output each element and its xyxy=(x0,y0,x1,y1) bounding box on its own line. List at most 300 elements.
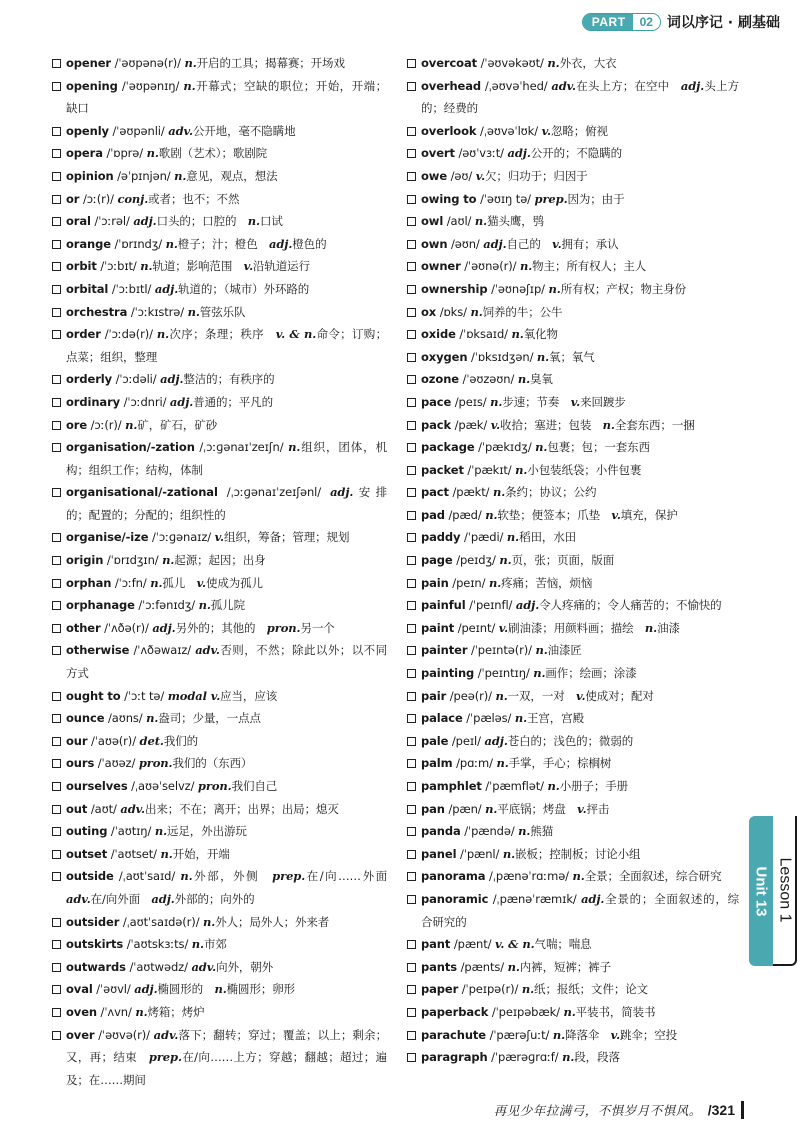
part-of-speech: n. xyxy=(150,575,163,590)
checkbox-icon[interactable] xyxy=(407,353,416,362)
vocab-entry xyxy=(407,75,739,120)
entry-text xyxy=(421,775,739,798)
phonetic: /ˈpændə/ xyxy=(464,824,515,839)
vocab-entry xyxy=(407,1024,739,1047)
entry-text xyxy=(421,752,739,775)
definition: 全景的；全面叙述的，综合研究的 xyxy=(421,891,739,929)
headword: overcoat xyxy=(421,56,478,70)
phonetic: /ˈəʊvə(r)/ xyxy=(98,1027,150,1042)
phonetic: /ˈəʊnə(r)/ xyxy=(464,259,517,274)
vocab-entry xyxy=(407,1046,739,1069)
entry-text xyxy=(421,346,739,369)
entry-text xyxy=(66,956,387,979)
checkbox-icon[interactable] xyxy=(52,488,61,497)
checkbox-icon[interactable] xyxy=(52,195,61,204)
vocab-entry xyxy=(407,165,739,188)
checkbox-icon[interactable] xyxy=(407,533,416,542)
checkbox-icon[interactable] xyxy=(407,850,416,859)
checkbox-icon[interactable] xyxy=(52,805,61,814)
vocab-entry xyxy=(407,978,739,1001)
section-title: 词以序记 · 刷基础 xyxy=(666,15,780,31)
checkbox-icon[interactable] xyxy=(407,646,416,655)
definition: 椭圆形的 xyxy=(157,982,215,997)
checkbox-icon[interactable] xyxy=(407,963,416,972)
checkbox-icon[interactable] xyxy=(407,172,416,181)
phonetic: /aʊl/ xyxy=(446,214,472,229)
checkbox-icon[interactable] xyxy=(52,601,61,610)
checkbox-icon[interactable] xyxy=(52,1031,61,1040)
vocab-entry xyxy=(52,730,387,753)
part-of-speech: adv. xyxy=(168,123,193,138)
checkbox-icon[interactable] xyxy=(407,149,416,158)
checkbox-icon[interactable] xyxy=(407,262,416,271)
headword: ours xyxy=(66,756,95,771)
definition: 全套东西；一捆 xyxy=(614,417,695,432)
vocab-entry xyxy=(52,549,387,572)
definition: 王宫，宫殿 xyxy=(526,711,584,726)
part-of-speech: n. xyxy=(518,824,531,839)
vocab-entry xyxy=(407,504,739,527)
definition: 疼痛；苦恼，烦恼 xyxy=(501,575,593,590)
vocab-entry xyxy=(52,52,387,75)
entry-text xyxy=(66,526,387,549)
part-of-speech: n. xyxy=(488,575,502,590)
headword: pant xyxy=(421,937,451,952)
phonetic: /ˈɒrɪndʒ/ xyxy=(114,236,163,251)
checkbox-icon[interactable] xyxy=(52,127,61,136)
vocab-entry xyxy=(407,617,739,640)
entry-text xyxy=(421,459,739,482)
checkbox-icon[interactable] xyxy=(52,172,61,181)
checkbox-icon[interactable] xyxy=(52,963,61,972)
checkbox-icon[interactable] xyxy=(407,805,416,814)
headword: paragraph xyxy=(421,1050,488,1065)
checkbox-icon[interactable] xyxy=(52,556,61,565)
checkbox-icon[interactable] xyxy=(407,217,416,226)
entry-text xyxy=(66,820,387,843)
vocab-entry xyxy=(52,75,387,120)
phonetic: /pæn/ xyxy=(448,801,482,816)
definition: 画作；绘画；涂漆 xyxy=(545,666,637,681)
entry-text xyxy=(66,278,387,301)
checkbox-icon[interactable] xyxy=(407,466,416,475)
headword: owe xyxy=(421,168,448,183)
vocab-entry xyxy=(407,1001,739,1024)
checkbox-icon[interactable] xyxy=(52,398,61,407)
part-of-speech: modal v. xyxy=(167,688,221,703)
headword: pack xyxy=(421,417,452,432)
headword: ox xyxy=(421,304,437,319)
definition: 矿，矿石，矿砂 xyxy=(137,417,218,432)
headword: organisational/-zational xyxy=(66,485,218,500)
checkbox-icon[interactable] xyxy=(407,872,416,881)
entry-text xyxy=(421,323,739,346)
phonetic: /ˈəʊzəʊn/ xyxy=(462,372,515,387)
entry-text xyxy=(421,414,739,437)
headword: painting xyxy=(421,666,475,681)
headword: ownership xyxy=(421,281,488,296)
entry-text xyxy=(66,368,387,391)
checkbox-icon[interactable] xyxy=(407,895,416,904)
lesson-label-box xyxy=(773,816,797,966)
part-of-speech: n. xyxy=(490,394,503,409)
phonetic: /ˈaʊəz/ xyxy=(97,756,136,771)
checkbox-icon[interactable] xyxy=(407,421,416,430)
checkbox-icon[interactable] xyxy=(52,217,61,226)
definition: 抨击 xyxy=(586,801,610,816)
headword: opening xyxy=(66,78,118,93)
part-of-speech: n. xyxy=(519,259,533,274)
checkbox-icon[interactable] xyxy=(52,82,61,91)
vocab-entry xyxy=(407,798,739,821)
part-of-speech: v. xyxy=(577,801,587,816)
phonetic: /ˌaʊəˈselvz/ xyxy=(131,779,195,793)
definition: 向外，朝外 xyxy=(216,959,274,974)
vocab-entry xyxy=(407,865,739,888)
checkbox-icon[interactable] xyxy=(52,985,61,994)
part-of-speech: v. xyxy=(570,394,581,409)
checkbox-icon[interactable] xyxy=(52,850,61,859)
checkbox-icon[interactable] xyxy=(407,240,416,249)
vocab-entry xyxy=(407,301,739,324)
headword: our xyxy=(66,733,88,748)
phonetic: /əʊˈvɜːt/ xyxy=(458,146,504,161)
part-of-speech: adv. xyxy=(551,78,576,93)
vocab-entry xyxy=(407,210,739,233)
checkbox-icon[interactable] xyxy=(407,127,416,136)
phonetic: /ˈəʊpənli/ xyxy=(112,123,165,138)
vocab-entry xyxy=(52,978,387,1001)
checkbox-icon[interactable] xyxy=(52,285,61,294)
page-number: /321 xyxy=(707,1102,735,1118)
definition: 管弦乐队 xyxy=(199,304,246,319)
checkbox-icon[interactable] xyxy=(52,918,61,927)
part-of-speech: n. xyxy=(135,1004,148,1019)
phonetic: /ɔː(r)/ xyxy=(82,191,114,206)
phonetic: /ˈpeɪntɪŋ/ xyxy=(477,666,530,681)
part-of-speech: n. xyxy=(507,959,520,974)
vocab-entry xyxy=(407,323,739,346)
headword: panda xyxy=(421,824,461,839)
checkbox-icon[interactable] xyxy=(52,579,61,588)
checkbox-icon[interactable] xyxy=(407,737,416,746)
checkbox-icon[interactable] xyxy=(52,240,61,249)
definition: 孤儿院 xyxy=(210,598,245,613)
part-of-speech: n. xyxy=(198,598,211,613)
headword: pale xyxy=(421,733,449,748)
vocab-entry xyxy=(52,685,387,708)
checkbox-icon[interactable] xyxy=(407,398,416,407)
entry-text xyxy=(66,120,387,143)
entry-text xyxy=(66,301,387,324)
phonetic: /ˈɔːdnri/ xyxy=(123,394,167,409)
entry-text xyxy=(421,504,739,527)
phonetic: /ˈʌðəwaɪz/ xyxy=(133,643,192,658)
part-of-speech: n. xyxy=(533,666,546,681)
checkbox-icon[interactable] xyxy=(52,443,61,452)
entry-text xyxy=(66,52,387,75)
part-of-speech: v. xyxy=(552,236,562,251)
phonetic: /pænts/ xyxy=(460,959,505,974)
phonetic: /ˈpærəʃuːt/ xyxy=(489,1027,550,1042)
checkbox-icon[interactable] xyxy=(52,759,61,768)
definition: 沿轨道运行 xyxy=(252,259,310,274)
entry-text xyxy=(421,233,739,256)
checkbox-icon[interactable] xyxy=(407,940,416,949)
entry-text xyxy=(66,865,399,910)
definition: 起源；起因；出身 xyxy=(174,553,266,568)
vocab-entry xyxy=(407,662,739,685)
phonetic: /ˈaʊtset/ xyxy=(110,846,157,861)
part-of-speech: n. xyxy=(562,1050,575,1065)
headword: panel xyxy=(421,846,457,861)
part-of-speech: adv. xyxy=(66,891,91,906)
part-of-speech: v. xyxy=(490,417,501,432)
checkbox-icon[interactable] xyxy=(407,82,416,91)
definition: 稻田，水田 xyxy=(519,530,577,545)
checkbox-icon[interactable] xyxy=(407,624,416,633)
vocab-entry xyxy=(52,639,387,684)
definition: 使成对；配对 xyxy=(585,688,654,703)
headword: out xyxy=(66,801,88,816)
checkbox-icon[interactable] xyxy=(407,669,416,678)
checkbox-icon[interactable] xyxy=(52,308,61,317)
vocab-entry xyxy=(52,414,387,437)
headword: ounce xyxy=(66,711,105,726)
part-of-speech: adv. xyxy=(191,959,217,974)
part-of-speech: n. xyxy=(474,214,488,229)
headword: oxide xyxy=(421,327,456,342)
phonetic: /pæk/ xyxy=(454,417,488,432)
unit-side-tab xyxy=(749,816,797,966)
part-of-speech: adj. xyxy=(515,598,540,613)
checkbox-icon[interactable] xyxy=(407,488,416,497)
checkbox-icon[interactable] xyxy=(407,579,416,588)
checkbox-icon[interactable] xyxy=(52,624,61,633)
entry-text xyxy=(66,414,387,437)
headword: paint xyxy=(421,620,455,635)
phonetic: /ˈəʊɪŋ tə/ xyxy=(480,191,531,206)
checkbox-icon[interactable] xyxy=(52,827,61,836)
checkbox-icon[interactable] xyxy=(52,872,61,881)
checkbox-icon[interactable] xyxy=(407,782,416,791)
part-of-speech: n. xyxy=(502,846,516,861)
checkbox-icon[interactable] xyxy=(52,375,61,384)
part-of-speech: adv. xyxy=(153,1027,179,1042)
checkbox-icon[interactable] xyxy=(407,556,416,565)
checkbox-icon[interactable] xyxy=(52,692,61,701)
checkbox-icon[interactable] xyxy=(407,285,416,294)
headword: painful xyxy=(421,598,466,613)
headword: ought to xyxy=(66,688,121,703)
definition: 口试 xyxy=(259,214,283,229)
part-of-speech: v. xyxy=(196,575,206,590)
vocab-entry xyxy=(52,255,387,278)
vocab-entry xyxy=(52,798,387,821)
definition: 橙色的 xyxy=(292,236,327,251)
part-of-speech: n. xyxy=(247,214,260,229)
vocab-entry xyxy=(52,391,387,414)
unit-label: Unit 13 xyxy=(752,865,770,917)
entry-text xyxy=(421,120,739,143)
phonetic: /ˌaʊtˈsaɪd/ xyxy=(118,869,176,884)
headword: orphan xyxy=(66,575,112,590)
part-of-speech: n. xyxy=(288,440,301,455)
phonetic: /ˈəʊpənə(r)/ xyxy=(114,56,181,70)
lesson-label: Lesson 1 xyxy=(776,857,793,923)
entry-text xyxy=(421,391,739,414)
part-of-speech: adj. xyxy=(151,891,175,906)
part-of-speech: n. xyxy=(125,417,138,432)
part-of-speech: adj. xyxy=(680,78,705,93)
headword: outing xyxy=(66,824,108,839)
definition: 我们自己 xyxy=(231,779,278,793)
checkbox-icon[interactable] xyxy=(407,443,416,452)
vocab-entry xyxy=(407,52,739,75)
checkbox-icon[interactable] xyxy=(52,714,61,723)
definition: 填充，保护 xyxy=(620,507,678,522)
part-of-speech: v. xyxy=(243,259,253,274)
vocab-entry xyxy=(52,323,387,368)
vocab-entry xyxy=(407,255,739,278)
definition: 歌剧（艺术）；歌剧院 xyxy=(158,146,268,161)
checkbox-icon[interactable] xyxy=(407,195,416,204)
checkbox-icon[interactable] xyxy=(407,375,416,384)
vocab-entry xyxy=(52,1001,387,1024)
phonetic: /ˌəʊvəˈlʊk/ xyxy=(480,123,539,138)
checkbox-icon[interactable] xyxy=(407,759,416,768)
vocab-entry xyxy=(407,549,739,572)
phonetic: /ˈpæləs/ xyxy=(466,711,512,726)
entry-text xyxy=(421,188,739,211)
definition: 纸；报纸；文件；论文 xyxy=(534,982,649,997)
phonetic: /ˈpeɪnfl/ xyxy=(469,598,513,613)
entry-text xyxy=(66,233,387,256)
checkbox-icon[interactable] xyxy=(407,1031,416,1040)
checkbox-icon[interactable] xyxy=(407,714,416,723)
footer-bar xyxy=(741,1101,744,1119)
part-of-speech: v. & n. xyxy=(494,937,535,952)
checkbox-icon[interactable] xyxy=(52,262,61,271)
definition: 来回踱步 xyxy=(580,394,626,409)
vocab-entry xyxy=(407,526,739,549)
phonetic: /ˈɔːt tə/ xyxy=(124,688,165,703)
headword: ozone xyxy=(421,372,459,387)
vocab-entry xyxy=(52,594,387,617)
vocab-entry xyxy=(407,933,739,956)
part-of-speech: conj. xyxy=(117,191,149,206)
checkbox-icon[interactable] xyxy=(52,940,61,949)
vocab-entry xyxy=(52,278,387,301)
checkbox-icon[interactable] xyxy=(407,985,416,994)
checkbox-icon[interactable] xyxy=(52,149,61,158)
headword: oven xyxy=(66,1004,97,1019)
vocab-entry xyxy=(407,775,739,798)
checkbox-icon[interactable] xyxy=(52,421,61,430)
part-of-speech: n. xyxy=(602,417,615,432)
vocab-entry xyxy=(52,526,387,549)
checkbox-icon[interactable] xyxy=(407,1053,416,1062)
checkbox-icon[interactable] xyxy=(52,330,61,339)
entry-text xyxy=(66,210,387,233)
vocab-entry xyxy=(52,820,387,843)
checkbox-icon[interactable] xyxy=(407,692,416,701)
checkbox-icon[interactable] xyxy=(407,601,416,610)
vocab-entry xyxy=(407,233,739,256)
part-of-speech: adj. xyxy=(152,620,176,635)
checkbox-icon[interactable] xyxy=(407,511,416,520)
checkbox-icon[interactable] xyxy=(407,59,416,68)
checkbox-icon[interactable] xyxy=(52,533,61,542)
checkbox-icon[interactable] xyxy=(52,1008,61,1017)
part-of-speech: n. xyxy=(140,259,153,274)
vocab-entry xyxy=(407,368,739,391)
part-of-speech: v. xyxy=(611,507,621,522)
checkbox-icon[interactable] xyxy=(52,782,61,791)
checkbox-icon[interactable] xyxy=(52,646,61,655)
part-of-speech: n. xyxy=(536,349,550,364)
phonetic: /ˈɒprə/ xyxy=(106,146,144,161)
phonetic: /ˈpædi/ xyxy=(464,530,504,545)
part-of-speech: prep. xyxy=(534,191,568,206)
headword: over xyxy=(66,1027,95,1042)
definition: 外衣，大衣 xyxy=(559,56,617,70)
part-of-speech: adv. xyxy=(195,643,220,658)
entry-text xyxy=(66,1001,387,1024)
part-of-speech: adj. xyxy=(134,982,158,997)
checkbox-icon[interactable] xyxy=(407,827,416,836)
entry-text xyxy=(66,685,387,708)
entry-text xyxy=(66,594,387,617)
entry-text xyxy=(66,549,387,572)
part-of-speech: n. xyxy=(492,485,506,500)
headword: palm xyxy=(421,756,453,771)
checkbox-icon[interactable] xyxy=(407,1008,416,1017)
entry-text xyxy=(421,481,739,504)
checkbox-icon[interactable] xyxy=(52,59,61,68)
phonetic: /ɔː(r)/ xyxy=(90,417,122,432)
part-of-speech: adj. xyxy=(169,394,194,409)
part-of-speech: n. xyxy=(214,982,227,997)
phonetic: /ˈəʊnəʃɪp/ xyxy=(491,281,545,296)
definition: 平底锅；烤盘 xyxy=(497,801,578,816)
headword: orderly xyxy=(66,372,113,387)
phonetic: /ˈɔːrəl/ xyxy=(94,214,130,229)
headword: oxygen xyxy=(421,349,468,364)
definition: 远足，外出游玩 xyxy=(167,824,247,839)
phonetic: /ˈɔːbɪt/ xyxy=(100,259,137,274)
definition: 欠；归功于；归因于 xyxy=(485,168,588,183)
phonetic: /ˌaʊtˈsaɪdə(r)/ xyxy=(122,914,200,929)
definition: 组织，筹备；管理；规划 xyxy=(223,530,350,545)
phonetic: /ˈʌðə(r)/ xyxy=(104,620,149,635)
checkbox-icon[interactable] xyxy=(52,737,61,746)
headword: ourselves xyxy=(66,779,128,793)
checkbox-icon[interactable] xyxy=(407,308,416,317)
part-of-speech: adj. xyxy=(581,891,605,906)
definition: 小册子；手册 xyxy=(559,779,629,793)
definition: 命令；订购；点菜；组织，整理 xyxy=(66,327,387,364)
entry-text xyxy=(66,165,387,188)
checkbox-icon[interactable] xyxy=(407,330,416,339)
part-of-speech: n. xyxy=(644,620,658,635)
part-of-speech: n. xyxy=(156,327,170,342)
part-of-speech: n. xyxy=(485,801,498,816)
definition: 一双，一对 xyxy=(507,688,577,703)
definition: 轨道的；（城市）外环路的 xyxy=(178,281,310,296)
part-of-speech: n. xyxy=(485,507,498,522)
headword: pace xyxy=(421,394,452,409)
